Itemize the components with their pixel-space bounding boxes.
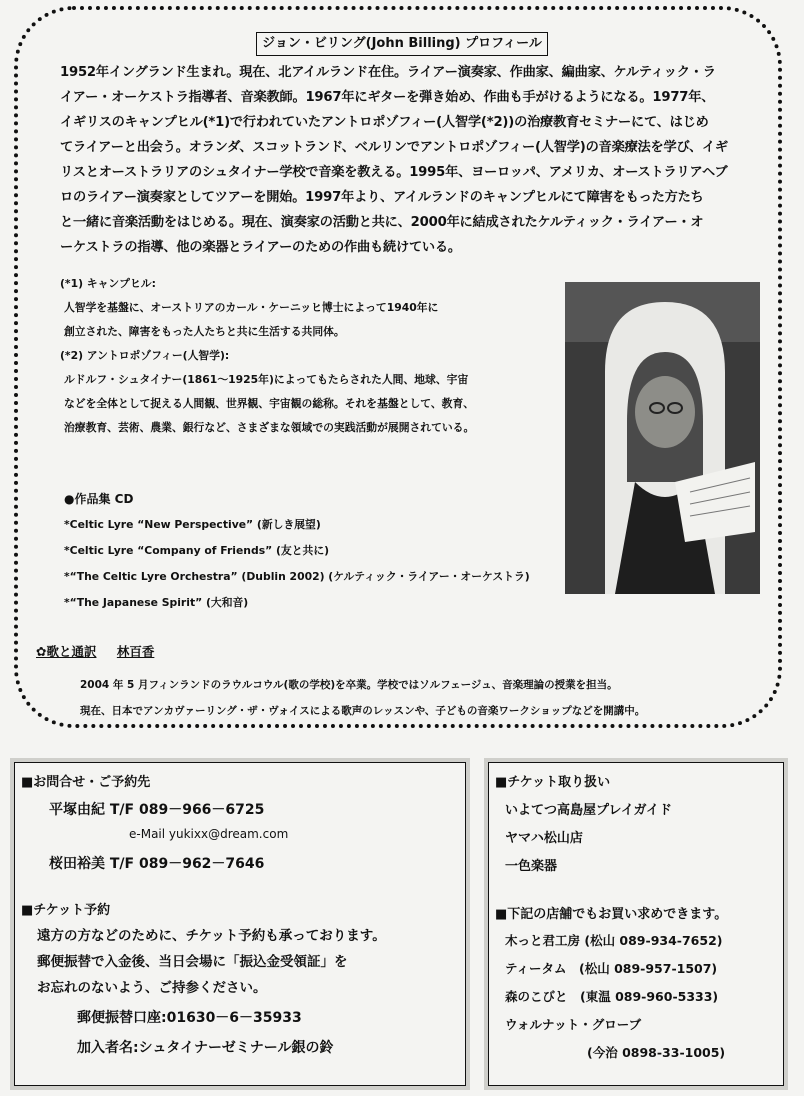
postal-account: 郵便振替口座:01630－6－35933: [77, 1010, 302, 1026]
bio-line: リスとオーストラリアのシュタイナー学校で音楽を教える。1995年、ヨーロッパ、アメリカ、オーストラリアヘブ: [60, 165, 728, 180]
contact-hiratsuka: 平塚由紀 T/F 089－966－6725: [49, 802, 265, 818]
contact-heading: ■お問合せ・ご予約先: [21, 775, 151, 790]
ticket-box: [488, 762, 784, 1086]
singer-heading: [36, 642, 154, 660]
singer-name: 林百香: [116, 644, 155, 659]
reservation-line: 遠方の方などのために、チケット予約も承っております。: [37, 928, 386, 944]
biography: [60, 60, 776, 260]
note-heading-anthroposophy: (*2) アントロポゾフィー(人智学):: [60, 349, 230, 362]
profile-title: ジョン・ビリング(John Billing) プロフィール: [256, 32, 548, 56]
note-line: 治療教育、芸術、農業、銀行など、さまざまな領域での実践活動が展開されている。: [64, 421, 475, 434]
reservation-text: [37, 923, 386, 1001]
lyre-player-illustration: [565, 282, 760, 594]
cd-item: *“The Celtic Lyre Orchestra” (Dublin 2002) (ケルティック・ライアー・オーケストラ): [64, 570, 530, 583]
ticket-outlet: 一色楽器: [505, 859, 558, 874]
musician-photo: [565, 282, 760, 594]
shop-item: ウォルナット・グローブ: [505, 1017, 642, 1032]
cd-title: ●作品集 CD: [64, 492, 134, 506]
shop-item: 木っと君工房 (松山 089-934-7652): [505, 933, 723, 948]
bio-line: 1952年イングランド生まれ。現在、北アイルランド在住。ライアー演奏家、作曲家、編曲家、ケルティック・ラ: [60, 65, 716, 80]
contact-box: [14, 762, 466, 1086]
note-line: 人智学を基盤に、オーストリアのカール・ケーニッヒ博士によって1940年に: [64, 301, 439, 314]
bio-line: ーケストラの指導、他の楽器とライアーのための作曲も続けている。: [60, 240, 461, 255]
ticket-outlets: [505, 797, 672, 881]
bio-line: てライアーと出会う。オランダ、スコットランド、ベルリンでアントロポゾフィー(人智学)の音楽療法を学び、イギ: [60, 140, 728, 155]
singer-label: ✿歌と通訳: [36, 644, 97, 659]
cd-item: *“The Japanese Spirit” (大和音): [64, 596, 249, 609]
shop-list: [505, 927, 725, 1067]
note-line: ルドルフ・シュタイナー(1861～1925年)によってもたらされた人間、地球、宇宙: [64, 373, 469, 386]
reservation-heading: ■チケット予約: [21, 903, 111, 918]
shop-phone: (今治 0898-33-1005): [587, 1045, 726, 1060]
shop-item: ティータム (松山 089-957-1507): [505, 961, 718, 976]
contact-email[interactable]: e-Mail yukixx@dream.com: [129, 827, 289, 841]
singer-bio: [80, 672, 645, 724]
bio-line: と一緒に音楽活動をはじめる。現在、演奏家の活動と共に、2000年に結成されたケルティック・ライアー・オ: [60, 215, 704, 230]
footnotes: [60, 272, 564, 440]
cd-list: [64, 486, 564, 616]
bio-line: イアー・オーケストラ指導者、音楽教師。1967年にギターを弾き始め、作曲も手がけるようになる。1977年、: [60, 90, 715, 105]
note-line: などを全体として捉える人間観、世界観、宇宙観の総称。それを基盤として、教育、: [64, 397, 475, 410]
cd-item: *Celtic Lyre “Company of Friends” (友と共に): [64, 544, 330, 557]
account-holder: 加入者名:シュタイナーゼミナール銀の鈴: [77, 1040, 334, 1056]
ticket-outlet: いよてつ高島屋プレイガイド: [505, 803, 673, 818]
shops-heading: ■下記の店舗でもお買い求めできます。: [495, 907, 728, 922]
cd-item: *Celtic Lyre “New Perspective” (新しき展望): [64, 518, 321, 531]
shop-item: 森のこびと (東温 089-960-5333): [505, 989, 719, 1004]
contact-sakurada: 桜田裕美 T/F 089－962－7646: [49, 856, 265, 872]
ticket-heading: ■チケット取り扱い: [495, 775, 611, 790]
note-heading-camphill: (*1) キャンプヒル:: [60, 277, 156, 290]
reservation-line: 郵便振替で入金後、当日会場に「振込金受領証」を: [37, 954, 348, 970]
reservation-line: お忘れのないよう、ご持参ください。: [37, 980, 267, 996]
bio-line: イギリスのキャンプヒル(*1)で行われていたアントロポゾフィー(人智学(*2))の治療教育セミナーにて、はじめ: [60, 115, 709, 130]
ticket-outlet: ヤマハ松山店: [505, 831, 583, 846]
singer-line: 2004 年 5 月フィンランドのラウルコウル(歌の学校)を卒業。学校ではソルフェージュ、音楽理論の授業を担当。: [80, 679, 618, 691]
singer-line: 現在、日本でアンカヴァーリング・ザ・ヴォイスによる歌声のレッスンや、子どもの音楽ワークショップなどを開講中。: [80, 705, 646, 717]
note-line: 創立された、障害をもった人たちと共に生活する共同体。: [64, 325, 345, 338]
bio-line: ロのライアー演奏家としてツアーを開始。1997年より、アイルランドのキャンプヒルにて障害をもった方たち: [60, 190, 704, 205]
